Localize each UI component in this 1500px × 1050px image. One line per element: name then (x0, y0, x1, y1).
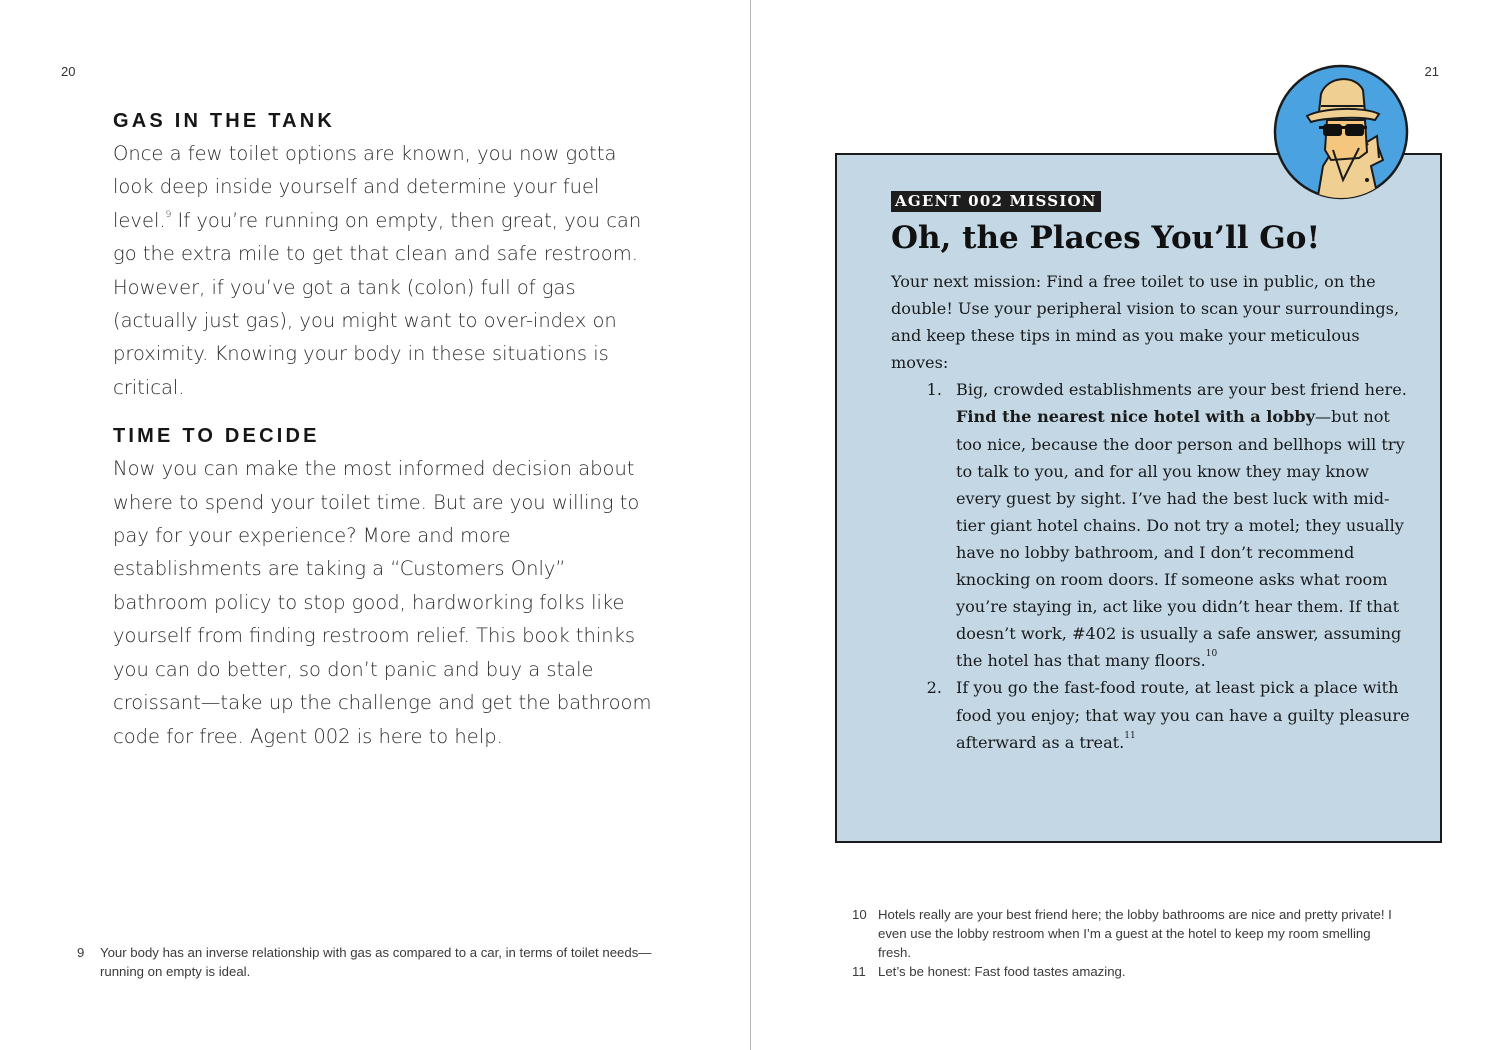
right-page (751, 0, 1500, 1050)
item-text-start: If you go the fast-food route, at least pick a place with food you enjoy; that way you can have a guilty pleasure afterward as a treat. (956, 678, 1410, 752)
footnote-number: 11 (852, 964, 866, 979)
list-number: 1. (926, 380, 942, 400)
list-item-text (956, 674, 1411, 755)
footnotes-left (77, 943, 657, 981)
list-item-text (956, 376, 1411, 674)
mission-list (891, 376, 1411, 755)
footnote-ref-10[interactable]: 10 (1205, 649, 1218, 660)
mission-item-1 (891, 376, 1411, 674)
item-text-start: Big, crowded establishments are your best friend here. (956, 380, 1407, 400)
mission-content (891, 191, 1411, 756)
section-heading-time-to-decide: TIME TO DECIDE (113, 425, 320, 448)
section-heading-gas-in-the-tank: GAS IN THE TANK (113, 110, 336, 132)
footnote-10 (852, 905, 1392, 962)
agent-002-spy-icon (1271, 62, 1411, 202)
footnote-text: Hotels really are your best friend here; the lobby bathrooms are nice and pretty private! I even use the lobby restroom when I’m a guest at the hotel to keep my room smelling fresh. (878, 907, 1392, 960)
section-body-gas-in-the-tank (113, 137, 653, 404)
footnote-text: Your body has an inverse relationship with gas as compared to a car, in terms of toilet needs—running on empty is ideal. (100, 945, 652, 979)
footnote-11 (852, 962, 1392, 981)
footnote-ref-9[interactable]: 9 (165, 209, 172, 220)
footnote-ref-11[interactable]: 11 (1124, 730, 1136, 741)
left-text-column (113, 107, 653, 753)
body-text-continued: If you’re running on empty, then great, you can go the extra mile to get that clean and safe restroom. However, if you’ve got a tank (colon) full of gas (actually just gas), you might want to over-index on proximity. Knowing your body in these situations is critical. (113, 208, 642, 399)
item-text-end: —but not too nice, because the door person and bellhops will try to talk to you, and for all you know they may know every guest by sight. I’ve had the best luck with mid-tier giant hotel chains. Do not try a motel; they usually have no lobby bathroom, and I don’t recommend knocking on room doors. If someone asks what room you’re staying in, act like you didn’t hear them. If that doesn’t work, #402 is usually a safe answer, assuming the hotel has that many floors. (956, 407, 1405, 671)
item-text-bold: Find the nearest nice hotel with a lobby (956, 407, 1315, 427)
page-number-left: 20 (61, 64, 76, 79)
footnotes-right (852, 905, 1392, 981)
mission-tag: AGENT 002 MISSION (891, 191, 1101, 212)
footnote-9 (77, 943, 657, 981)
mission-title: Oh, the Places You’ll Go! (891, 220, 1321, 256)
list-number: 2. (926, 678, 942, 698)
section-body-time-to-decide: Now you can make the most informed decision about where to spend your toilet time. But are you willing to pay for your experience? More and more establishments are taking a “Customers Only” bathroom policy to stop good, hardworking folks like yourself from finding restroom relief. This book thinks you can do better, so don’t panic and buy a stale croissant—take up the challenge and get the bathroom code for free. Agent 002 is here to help. (113, 457, 652, 748)
footnote-number: 9 (77, 945, 85, 960)
mission-item-2 (891, 674, 1411, 755)
page-number-right: 21 (1424, 64, 1439, 79)
body-text: Once a few toilet options are known, you now gotta look deep inside yourself and determine your fuel level. (113, 142, 617, 232)
mission-callout-box (835, 153, 1442, 843)
footnote-text: Let’s be honest: Fast food tastes amazing. (878, 964, 1126, 979)
footnote-number: 10 (852, 907, 867, 922)
mission-intro: Your next mission: Find a free toilet to use in public, on the double! Use your peripheral vision to scan your surroundings, and keep these tips in mind as you make your meticulous moves: (891, 272, 1400, 373)
